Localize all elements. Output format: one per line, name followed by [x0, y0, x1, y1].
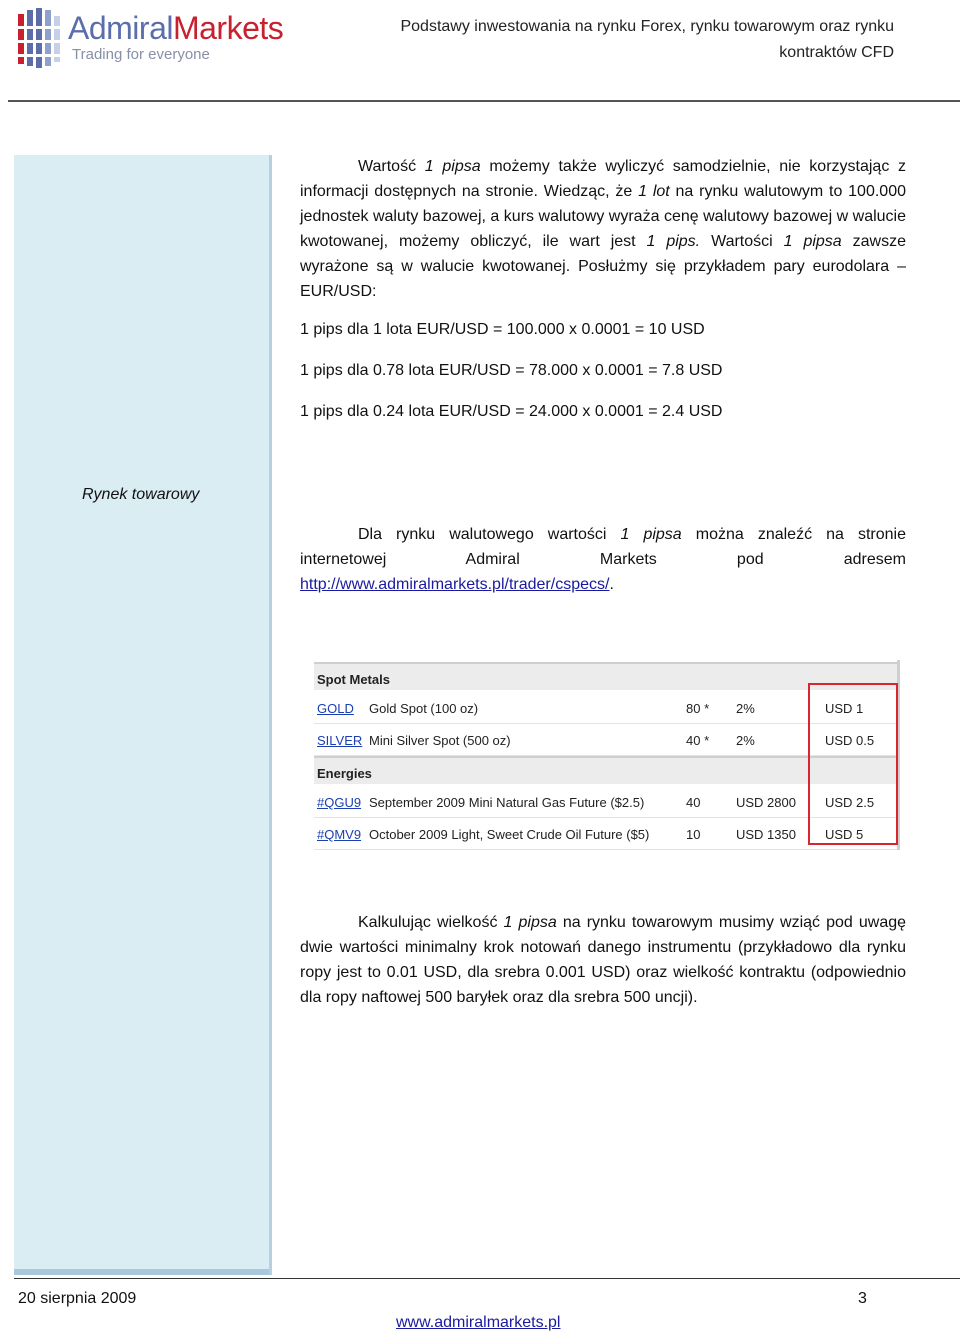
logo-tagline: Trading for everyone [72, 46, 210, 63]
commodity-paragraph: Dla rynku walutowego wartości 1 pipsa można znaleźć na stronie internetowej Admiral Markets pod adresem http://www.admiralmarkets.pl/trader/cspecs/. [300, 526, 906, 593]
page-number: 3 [858, 1290, 867, 1307]
logo-mark-icon [16, 6, 64, 70]
footer-date: 20 sierpnia 2009 [18, 1290, 137, 1307]
example-line-1: 1 pips dla 1 lota EUR/USD = 100.000 x 0.0001 = 10 USD [300, 321, 705, 338]
admiral-markets-logo [16, 6, 286, 72]
category-header: Energies [314, 756, 897, 784]
footer-site-link[interactable]: www.admiralmarkets.pl [396, 1314, 561, 1331]
table-row: GOLD Gold Spot (100 oz) 80 * 2% USD 1 [314, 692, 897, 724]
table-row: SILVER Mini Silver Spot (500 oz) 40 * 2% USD 0.5 [314, 724, 897, 756]
symbol-link[interactable]: #QMV9 [317, 827, 362, 842]
spot-contract-table [314, 660, 900, 850]
symbol-link[interactable]: SILVER [317, 733, 363, 748]
document-title: Podstawy inwestowania na rynku Forex, rynku towarowym oraz rynku kontraktów CFD [400, 18, 894, 61]
symbol-link[interactable]: #QGU9 [317, 795, 362, 810]
sidebar-bottom-bar [14, 1269, 269, 1275]
table-row: #QMV9 October 2009 Light, Sweet Crude Oil Future ($5) 10 USD 1350 USD 5 [314, 818, 897, 850]
header-divider [8, 100, 960, 102]
category-header: Spot Metals [314, 662, 897, 690]
section-label-commodities: Rynek towarowy [82, 486, 200, 503]
footer-divider [14, 1278, 960, 1279]
example-line-3: 1 pips dla 0.24 lota EUR/USD = 24.000 x 0.0001 = 2.4 USD [300, 403, 723, 420]
page-header [0, 0, 960, 104]
table-row: #QGU9 September 2009 Mini Natural Gas Future ($2.5) 40 USD 2800 USD 2.5 [314, 786, 897, 818]
logo-wordmark: AdmiralMarkets [68, 10, 284, 46]
calc-paragraph: Kalkulując wielkość 1 pipsa na rynku towarowym musimy wziąć pod uwagę dwie wartości minimalny krok notowań danego instrumentu (przykładowo dla rynku ropy jest to 0.01 USD, dla srebra 0.001 USD) oraz wielkość kontraktu (odpowiednio dla ropy naftowej 500 baryłek oraz dla srebra 500 uncji). [300, 914, 907, 1006]
cspecs-link[interactable]: http://www.admiralmarkets.pl/trader/cspecs/ [300, 576, 610, 593]
intro-paragraph: Wartość 1 pipsa możemy także wyliczyć samodzielnie, nie korzystając z informacji dostępnych na stronie. Wiedząc, że 1 lot na rynku walutowym to 100.000 jednostek waluty bazowej, a kurs walutowy wyraża cenę walutowy bazowej w walucie kwotowanej, możemy obliczyć, ile wart jest 1 pips. Wartości 1 pipsa zawsze wyrażone są w walucie kwotowanej. Posłużmy się przykładem pary eurodolara – EUR/USD: [300, 158, 907, 300]
example-line-2: 1 pips dla 0.78 lota EUR/USD = 78.000 x 0.0001 = 7.8 USD [300, 362, 723, 379]
symbol-link[interactable]: GOLD [317, 701, 354, 716]
highlight-box [808, 683, 898, 845]
sidebar-panel [14, 155, 272, 1275]
